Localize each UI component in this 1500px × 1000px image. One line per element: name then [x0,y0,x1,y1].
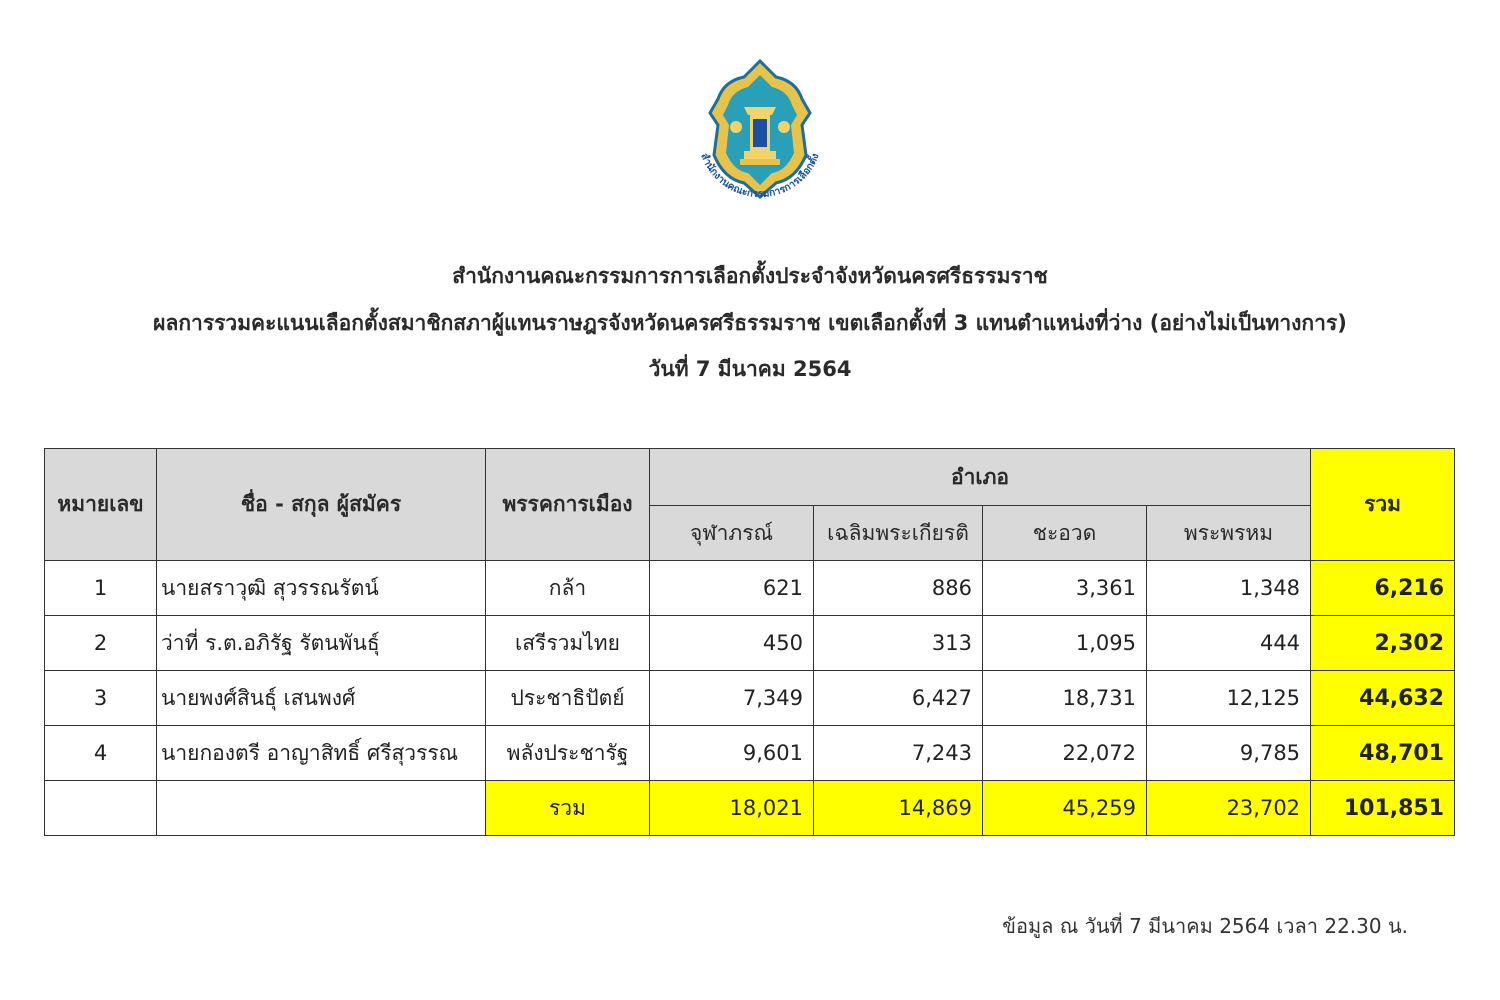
candidate-party: เสรีรวมไทย [486,616,650,671]
candidate-party: พลังประชารัฐ [486,726,650,781]
header-date: วันที่ 7 มีนาคม 2564 [648,357,852,381]
district-votes: 621 [650,561,814,616]
district-votes: 3,361 [983,561,1147,616]
candidate-name: ว่าที่ ร.ต.อภิรัฐ รัตนพันธุ์ [157,616,486,671]
candidate-number: 4 [45,726,157,781]
candidate-total: 6,216 [1311,561,1455,616]
district-votes: 7,243 [814,726,983,781]
candidate-number: 2 [45,616,157,671]
ect-emblem-icon [680,55,840,215]
sum-row [45,781,1455,836]
grand-total: 101,851 [1311,781,1455,836]
candidate-total: 2,302 [1311,616,1455,671]
header-district: พระพรหม [1147,506,1311,561]
sum-label: รวม [486,781,650,836]
logo-text: สำนักงานคณะกรรมการการเลือกตั้ง [698,151,822,201]
district-votes: 22,072 [983,726,1147,781]
header-name: ชื่อ - สกุล ผู้สมัคร [157,449,486,561]
district-votes: 444 [1147,616,1311,671]
candidate-party: กล้า [486,561,650,616]
district-votes: 9,601 [650,726,814,781]
candidate-name: นายพงศ์สินธุ์ เสนพงศ์ [157,671,486,726]
sum-district-votes: 14,869 [814,781,983,836]
empty-cell [157,781,486,836]
table-row [45,561,1455,616]
header-number: หมายเลข [45,449,157,561]
candidate-number: 3 [45,671,157,726]
data-timestamp-note: ข้อมูล ณ วันที่ 7 มีนาคม 2564 เวลา 22.30 น. [1002,914,1408,938]
candidate-name: นายกองตรี อาญาสิทธิ์ ศรีสุวรรณ [157,726,486,781]
sum-district-votes: 18,021 [650,781,814,836]
candidate-name: นายสราวุฒิ สุวรรณรัตน์ [157,561,486,616]
table-row [45,726,1455,781]
header-district-group: อำเภอ [650,449,1311,506]
table-row [45,671,1455,726]
sum-district-votes: 23,702 [1147,781,1311,836]
district-votes: 7,349 [650,671,814,726]
district-votes: 1,095 [983,616,1147,671]
district-votes: 9,785 [1147,726,1311,781]
results-table [44,448,1455,836]
sum-district-votes: 45,259 [983,781,1147,836]
candidate-total: 48,701 [1311,726,1455,781]
district-votes: 6,427 [814,671,983,726]
district-votes: 450 [650,616,814,671]
header-party: พรรคการเมือง [486,449,650,561]
candidate-total: 44,632 [1311,671,1455,726]
header-line-1: สำนักงานคณะกรรมการการเลือกตั้งประจำจังหวัดนครศรีธรรมราช [452,264,1048,288]
header-total: รวม [1311,449,1455,561]
empty-cell [45,781,157,836]
district-votes: 18,731 [983,671,1147,726]
header-district: เฉลิมพระเกียรติ [814,506,983,561]
header-district: ชะอวด [983,506,1147,561]
candidate-number: 1 [45,561,157,616]
district-votes: 313 [814,616,983,671]
table-row [45,616,1455,671]
district-votes: 12,125 [1147,671,1311,726]
candidate-party: ประชาธิปัตย์ [486,671,650,726]
district-votes: 886 [814,561,983,616]
district-votes: 1,348 [1147,561,1311,616]
header-district: จุฬาภรณ์ [650,506,814,561]
header-line-2: ผลการรวมคะแนนเลือกตั้งสมาชิกสภาผู้แทนราษฎรจังหวัดนครศรีธรรมราช เขตเลือกตั้งที่ 3 แทนตำแหน่งที่ว่าง (อย่างไม่เป็นทางการ) [153,311,1347,335]
